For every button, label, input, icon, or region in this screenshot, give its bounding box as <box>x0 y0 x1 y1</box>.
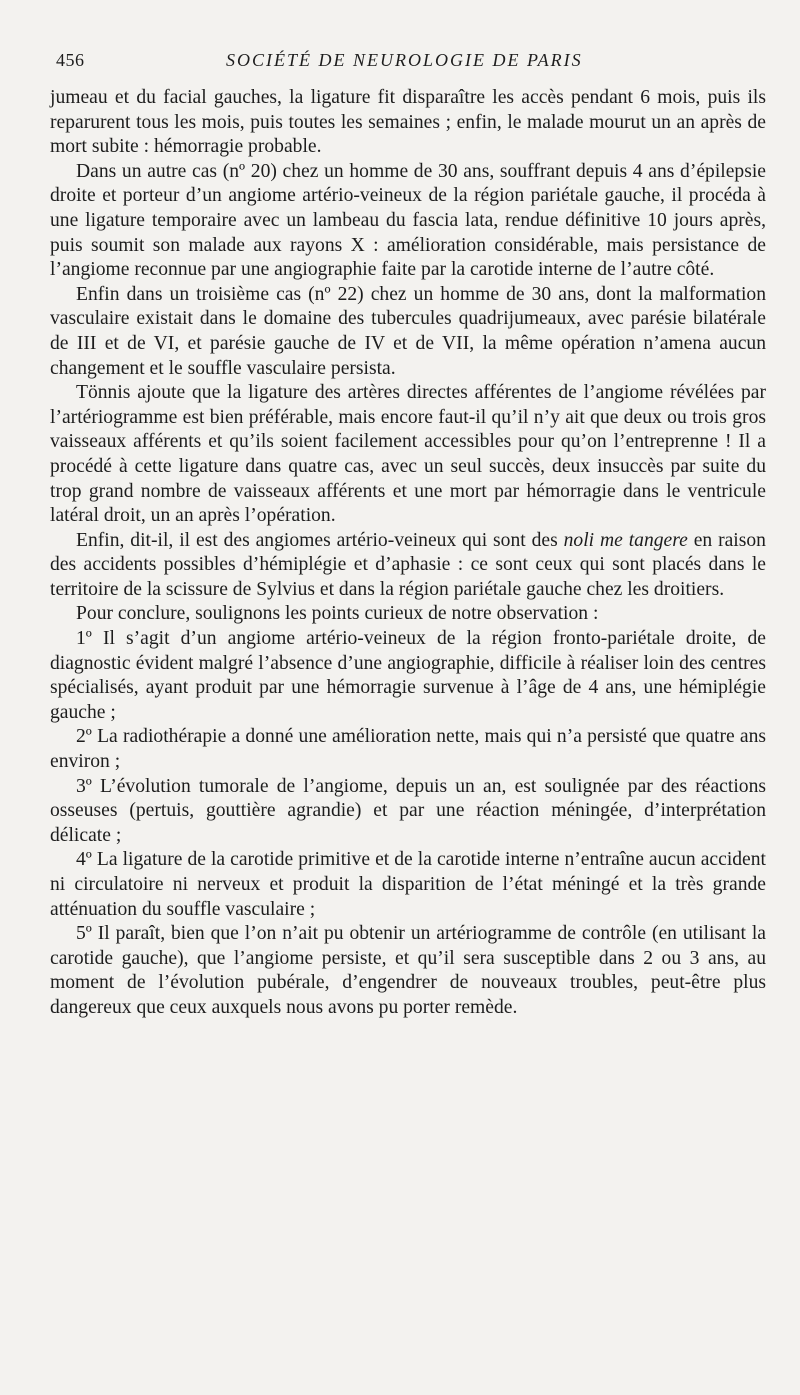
paragraph-continuation: jumeau et du facial gauches, la ligature fit disparaître les accès pendant 6 mois, puis ils reparurent tous les mois, puis toutes les semaines ; enfin, le malade mourut un an après de mort subite : hémorragie probable. <box>50 87 766 158</box>
journal-title: SOCIÉTÉ DE NEUROLOGIE DE PARIS <box>226 50 583 70</box>
noli-text-before: Enfin, dit-il, il est des angiomes artério-veineux qui sont des <box>76 529 564 551</box>
page-number: 456 <box>56 50 85 70</box>
noli-text-after: en raison des accidents possibles d’hémiplégie et d’aphasie : ce sont ceux qui sont placés dans le territoire de la scissure de Sylvius et dans la région pariétale gauche chez les droitiers. <box>50 529 766 600</box>
paragraph-tonnis: Tönnis ajoute que la ligature des artères directes afférentes de l’angiome révélées par l’artériogramme est bien préférable, mais encore faut-il qu’il n’y ait que deux ou trois gros vaisseaux afférents et qu’ils soient facilement accessibles pour qu’on l’entreprenne ! Il a procédé à cette ligature dans quatre cas, avec un seul succès, deux insuccès par suite du trop grand nombre de vaisseaux afférents et une mort par hémorragie dans le ventricule latéral droit, un an après l’opération. <box>50 382 766 527</box>
paragraph-noli-me-tangere <box>50 529 766 603</box>
conclusion-point-1: 1º Il s’agit d’un angiome artério-veineux de la région fronto-pariétale droite, de diagnostic évident malgré l’absence d’une angiographie, difficile à réaliser loin des centres spécialisés, ayant produit par une hémorragie survenue à l’âge de 4 ans, une hémiplégie gauche ; <box>50 628 766 723</box>
paragraph-case-20: Dans un autre cas (nº 20) chez un homme de 30 ans, souffrant depuis 4 ans d’épilepsie droite et porteur d’un angiome artério-veineux de la région pariétale gauche, il procéda à une ligature temporaire avec un lambeau du fascia lata, rendue définitive 10 jours après, puis soumit son malade aux rayons X : amélioration considérable, mais persistance de l’angiome reconnue par une angiographie faite par la carotide interne de l’autre côté. <box>50 160 766 281</box>
running-head <box>36 50 766 80</box>
conclusion-point-3: 3º L’évolution tumorale de l’angiome, depuis un an, est soulignée par des réactions osseuses (pertuis, gouttière agrandie) et par une réaction méningée, d’interprétation délicate ; <box>50 775 766 846</box>
paragraph-case-22: Enfin dans un troisième cas (nº 22) chez un homme de 30 ans, dont la malformation vasculaire existait dans le domaine des tubercules quadrijumeaux, avec parésie bilatérale de III et de VI, et parésie gauche de IV et de VII, la même opération n’amena aucun changement et le souffle vasculaire persista. <box>50 283 766 379</box>
paragraph-conclusion-intro: Pour conclure, soulignons les points curieux de notre observation : <box>76 603 599 625</box>
noli-text-italic: noli me tangere <box>563 529 688 551</box>
body-text <box>50 86 766 1021</box>
conclusion-point-4: 4º La ligature de la carotide primitive et de la carotide interne n’entraîne aucun accident ni circulatoire ni nerveux et produit la disparition de l’état méningé et la très grande atténuation du souffle vasculaire ; <box>50 849 766 920</box>
conclusion-point-5: 5º Il paraît, bien que l’on n’ait pu obtenir un artériogramme de contrôle (en utilisant la carotide gauche), que l’angiome persiste, et qu’il sera susceptible dans 2 ou 3 ans, au moment de l’évolution pubérale, d’engendrer de nouveaux troubles, peut-être plus dangereux que ceux auxquels nous avons pu porter remède. <box>50 923 766 1018</box>
conclusion-point-2: 2º La radiothérapie a donné une amélioration nette, mais qui n’a persisté que quatre ans environ ; <box>50 726 766 773</box>
